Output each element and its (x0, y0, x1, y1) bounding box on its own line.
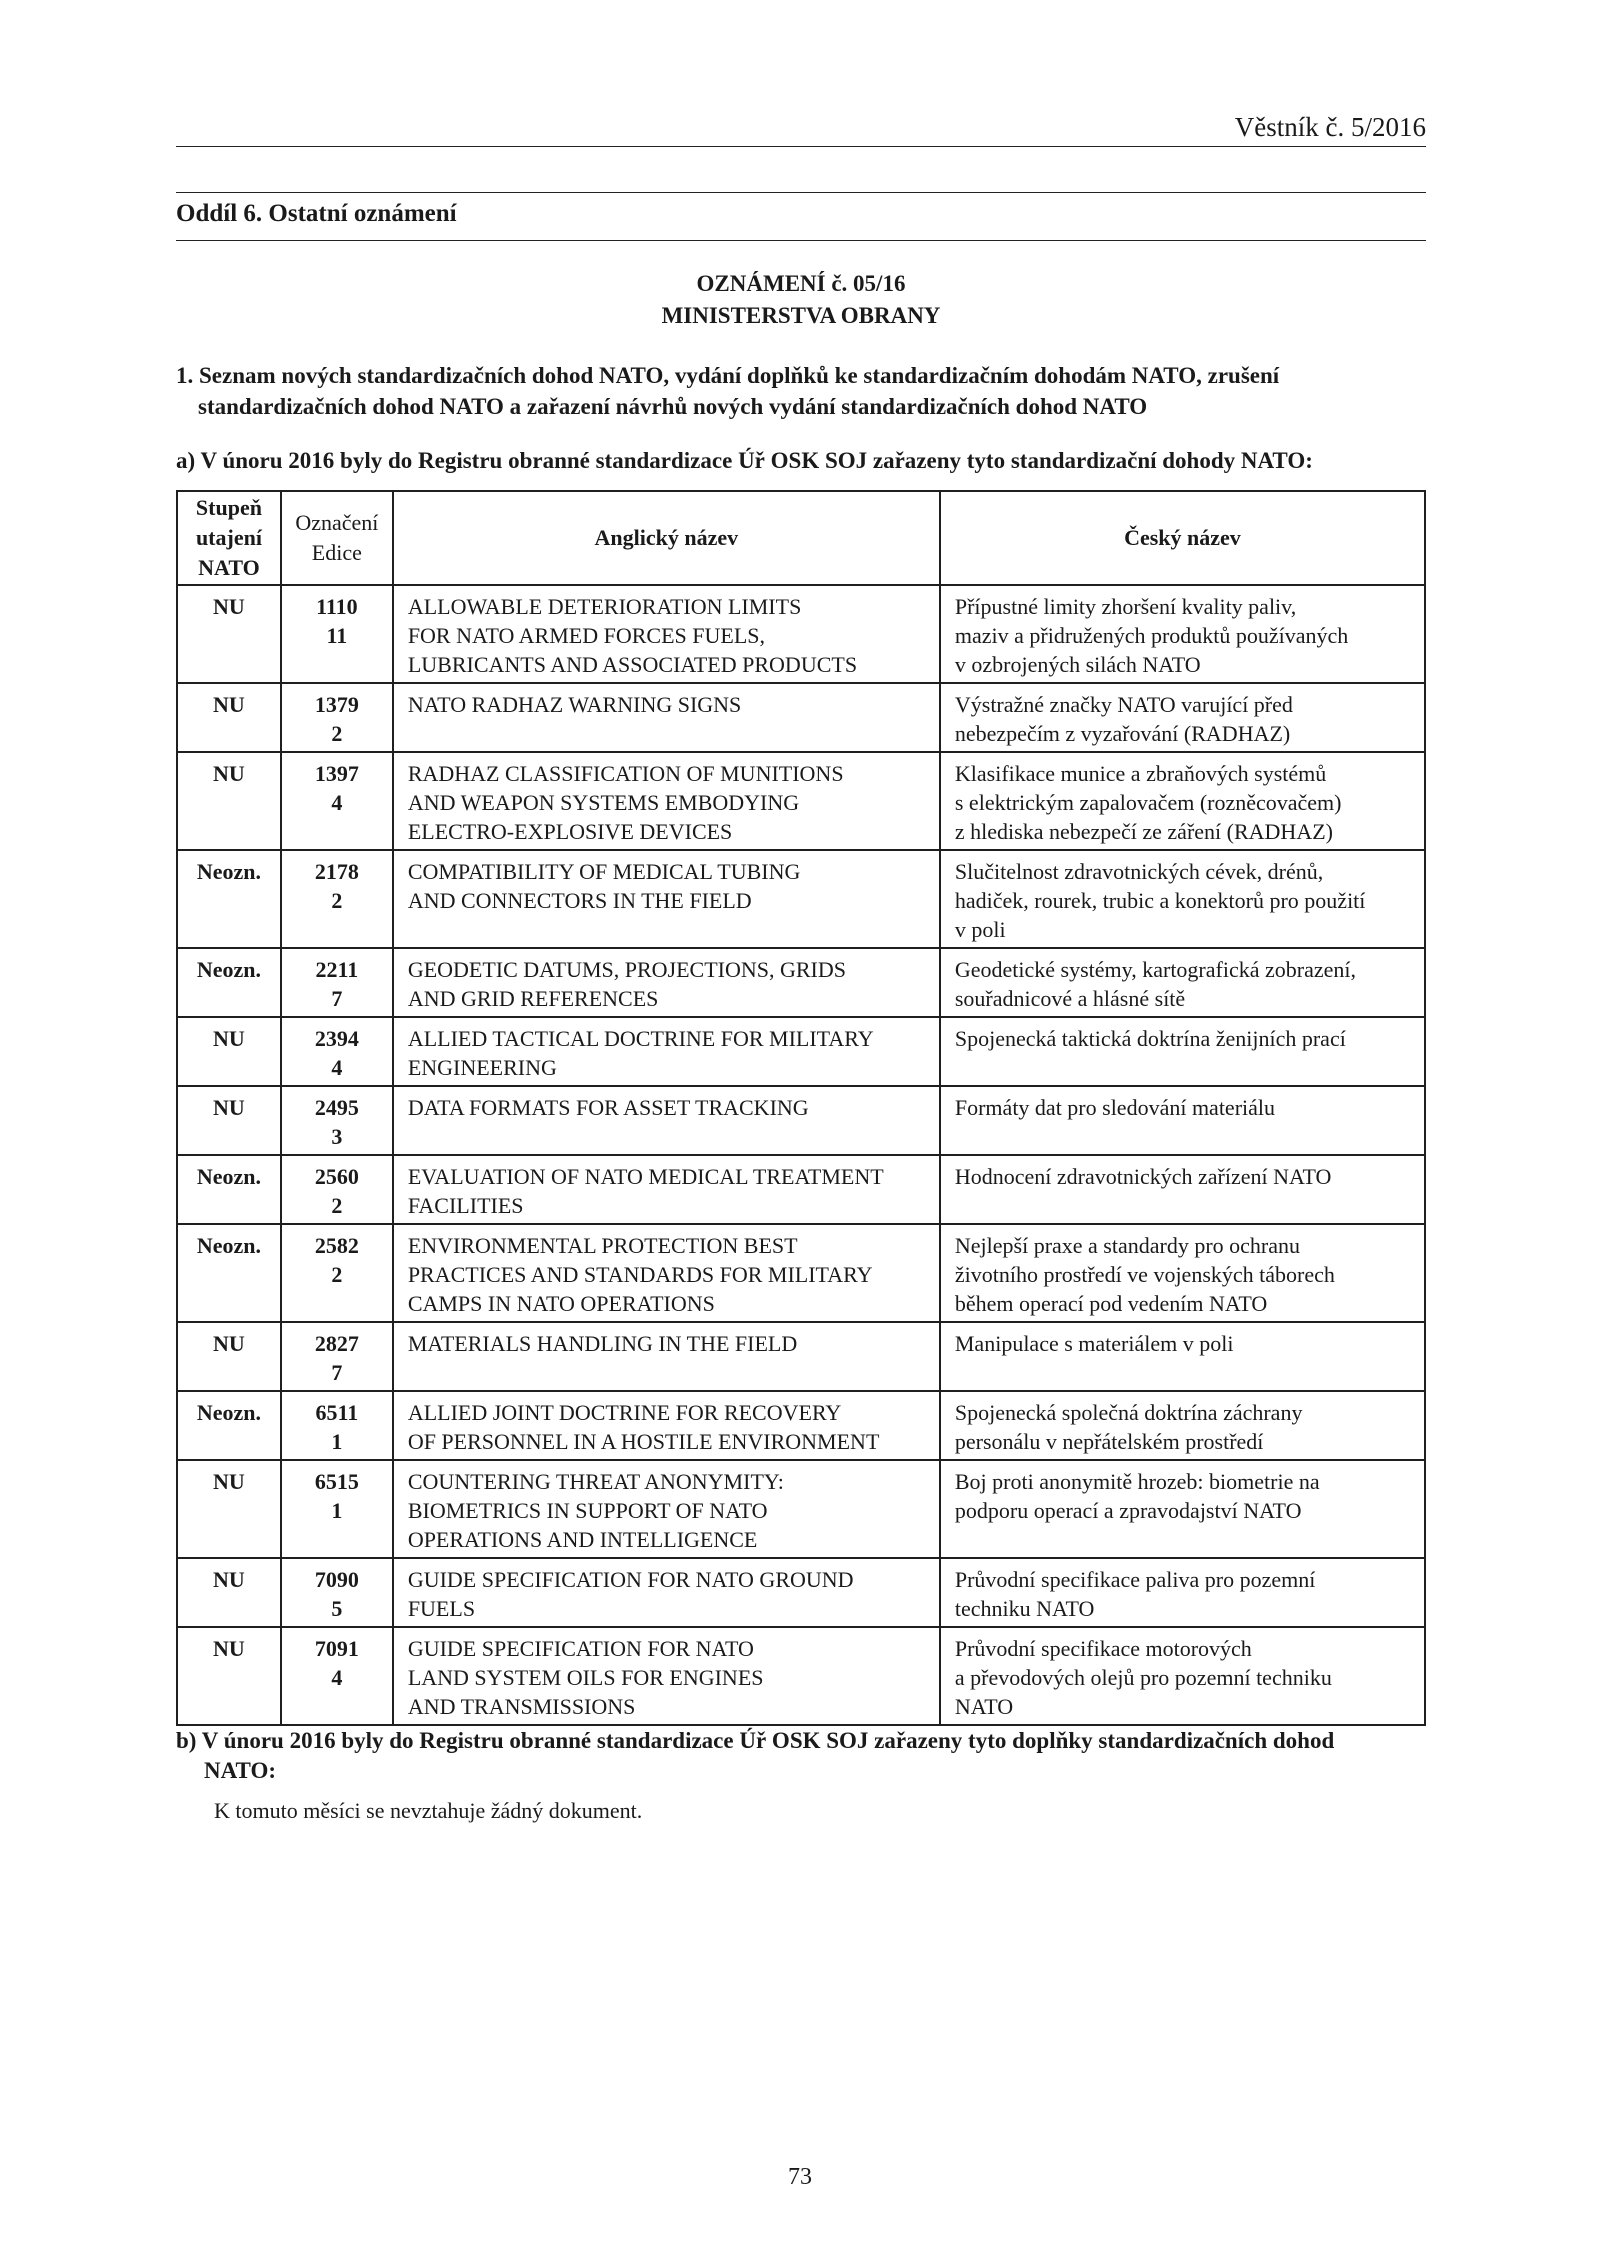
czech-name-line: Výstražné značky NATO varující před (954, 692, 1293, 717)
item-a-heading: a) V únoru 2016 byly do Registru obranné standardizace Úř OSK SOJ zařazeny tyto standardizační dohody NATO: (176, 448, 1313, 473)
stanag-edition: 3 (331, 1124, 343, 1149)
stanag-number: 1397 (314, 761, 359, 786)
english-name-cell (393, 683, 940, 752)
czech-name-line: souřadnicové a hlásné sítě (954, 986, 1186, 1011)
english-name-line: COUNTERING THREAT ANONYMITY: (407, 1469, 784, 1494)
czech-name-line: Průvodní specifikace paliva pro pozemní (954, 1567, 1316, 1592)
english-name-line: GUIDE SPECIFICATION FOR NATO (407, 1636, 754, 1661)
classification-cell (177, 948, 281, 1017)
stanag-edition: 11 (326, 623, 348, 648)
czech-name-line: NATO (954, 1694, 1014, 1719)
header-code: Označení Edice (281, 491, 393, 585)
czech-name-line: Spojenecká taktická doktrína ženijních prací (954, 1026, 1346, 1051)
stanag-number: 2178 (314, 859, 359, 884)
english-name-line: ENGINEERING (407, 1055, 557, 1080)
classification-cell (177, 1017, 281, 1086)
english-name-line: BIOMETRICS IN SUPPORT OF NATO (407, 1498, 768, 1523)
announcement-line-2: MINISTERSTVA OBRANY (661, 303, 941, 328)
classification-cell (177, 850, 281, 948)
stanag-code-cell (281, 1322, 393, 1391)
classification-text: NU (213, 761, 245, 786)
stanag-number: 2394 (314, 1026, 359, 1051)
english-name-line: GEODETIC DATUMS, PROJECTIONS, GRIDS (407, 957, 847, 982)
english-name-line: FOR NATO ARMED FORCES FUELS, (407, 623, 765, 648)
classification-text: Neozn. (196, 1233, 262, 1258)
english-name-line: CAMPS IN NATO OPERATIONS (407, 1291, 715, 1316)
classification-text: NU (213, 1469, 245, 1494)
stanag-code-cell (281, 1224, 393, 1322)
stanag-number: 6515 (314, 1469, 359, 1494)
czech-name-cell (940, 1460, 1425, 1558)
czech-name-line: Formáty dat pro sledování materiálu (954, 1095, 1276, 1120)
czech-name-line: personálu v nepřátelském prostředí (954, 1429, 1264, 1454)
czech-name-line: Geodetické systémy, kartografická zobrazení, (954, 957, 1356, 982)
classification-text: NU (213, 1636, 245, 1661)
czech-name-line: nebezpečím z vyzařování (RADHAZ) (954, 721, 1291, 746)
table-row (177, 1391, 1425, 1460)
header-grade: Stupeň utajení NATO (177, 491, 281, 585)
czech-name-cell (940, 1627, 1425, 1725)
table-row (177, 1224, 1425, 1322)
english-name-cell (393, 1460, 940, 1558)
item-b-line-1: b) V únoru 2016 byly do Registru obranné standardizace Úř OSK SOJ zařazeny tyto doplňky standardizačních dohod (176, 1728, 1335, 1753)
stanag-number: 1379 (314, 692, 359, 717)
item-b-heading (176, 1726, 1426, 1786)
stanag-edition: 1 (331, 1429, 343, 1454)
stanag-code-cell (281, 752, 393, 850)
classification-cell (177, 1558, 281, 1627)
classification-cell (177, 585, 281, 683)
stanag-edition: 1 (331, 1498, 343, 1523)
item-b-note: K tomuto měsíci se nevztahuje žádný dokument. (214, 1798, 643, 1823)
english-name-line: EVALUATION OF NATO MEDICAL TREATMENT (407, 1164, 884, 1189)
czech-name-line: během operací pod vedením NATO (954, 1291, 1268, 1316)
czech-name-line: životního prostředí ve vojenských táborech (954, 1262, 1335, 1287)
classification-cell (177, 1391, 281, 1460)
english-name-cell (393, 850, 940, 948)
czech-name-line: a převodových olejů pro pozemní techniku (954, 1665, 1332, 1690)
english-name-line: RADHAZ CLASSIFICATION OF MUNITIONS (407, 761, 844, 786)
classification-text: Neozn. (196, 859, 262, 884)
stanag-number: 2211 (315, 957, 359, 982)
stanag-number: 1110 (316, 594, 358, 619)
classification-cell (177, 752, 281, 850)
classification-text: Neozn. (196, 957, 262, 982)
english-name-cell (393, 585, 940, 683)
czech-name-cell (940, 1391, 1425, 1460)
stanag-code-cell (281, 683, 393, 752)
english-name-cell (393, 1086, 940, 1155)
classification-text: NU (213, 1567, 245, 1592)
english-name-line: FACILITIES (407, 1193, 524, 1218)
czech-name-line: hadiček, rourek, trubic a konektorů pro použití (954, 888, 1366, 913)
czech-name-line: Slučitelnost zdravotnických cévek, drénů, (954, 859, 1324, 884)
czech-name-line: Spojenecká společná doktrína záchrany (954, 1400, 1303, 1425)
table-row (177, 683, 1425, 752)
item-1-line-2: standardizačních dohod NATO a zařazení návrhů nových vydání standardizačních dohod NATO (198, 394, 1148, 419)
table-row (177, 948, 1425, 1017)
czech-name-cell (940, 1558, 1425, 1627)
czech-name-cell (940, 585, 1425, 683)
english-name-line: COMPATIBILITY OF MEDICAL TUBING (407, 859, 801, 884)
czech-name-cell (940, 683, 1425, 752)
item-1-heading (176, 360, 1426, 422)
czech-name-cell (940, 752, 1425, 850)
header-czech-name: Český název (940, 491, 1425, 585)
stanag-edition: 2 (331, 888, 343, 913)
czech-name-line: v poli (954, 917, 1006, 942)
english-name-line: AND WEAPON SYSTEMS EMBODYING (407, 790, 800, 815)
czech-name-cell (940, 948, 1425, 1017)
item-1-line-1: 1. Seznam nových standardizačních dohod NATO, vydání doplňků ke standardizačním dohodám NATO, zrušení (176, 363, 1280, 388)
english-name-cell (393, 1627, 940, 1725)
english-name-cell (393, 1155, 940, 1224)
english-name-line: DATA FORMATS FOR ASSET TRACKING (407, 1095, 809, 1120)
stanag-code-cell (281, 850, 393, 948)
english-name-line: FUELS (407, 1596, 476, 1621)
czech-name-cell (940, 1017, 1425, 1086)
english-name-line: ALLOWABLE DETERIORATION LIMITS (407, 594, 802, 619)
classification-cell (177, 1086, 281, 1155)
czech-name-line: Klasifikace munice a zbraňových systémů (954, 761, 1327, 786)
stanag-code-cell (281, 1017, 393, 1086)
stanag-number: 2560 (314, 1164, 359, 1189)
czech-name-line: techniku NATO (954, 1596, 1095, 1621)
english-name-line: OPERATIONS AND INTELLIGENCE (407, 1527, 758, 1552)
bulletin-header: Věstník č. 5/2016 (1234, 112, 1426, 142)
classification-text: NU (213, 692, 245, 717)
announcement-line-1: OZNÁMENÍ č. 05/16 (696, 271, 906, 296)
classification-cell (177, 1322, 281, 1391)
stanag-edition: 2 (331, 1262, 343, 1287)
page-number: 73 (788, 2164, 812, 2190)
czech-name-cell (940, 1155, 1425, 1224)
stanag-code-cell (281, 948, 393, 1017)
section-title: Oddíl 6. Ostatní oznámení (176, 200, 457, 227)
czech-name-line: Přípustné limity zhoršení kvality paliv, (954, 594, 1297, 619)
classification-text: Neozn. (196, 1400, 262, 1425)
table-row (177, 1627, 1425, 1725)
stanag-number: 6511 (315, 1400, 359, 1425)
stanag-table (176, 490, 1426, 1726)
header-english-name: Anglický název (393, 491, 940, 585)
table-row (177, 1086, 1425, 1155)
announcement-title (176, 268, 1426, 332)
english-name-line: OF PERSONNEL IN A HOSTILE ENVIRONMENT (407, 1429, 880, 1454)
english-name-line: PRACTICES AND STANDARDS FOR MILITARY (407, 1262, 873, 1287)
czech-name-line: s elektrickým zapalovačem (rozněcovačem) (954, 790, 1342, 815)
classification-cell (177, 1460, 281, 1558)
classification-cell (177, 1155, 281, 1224)
classification-text: NU (213, 1331, 245, 1356)
section-rule-top (176, 192, 1426, 193)
english-name-line: ALLIED TACTICAL DOCTRINE FOR MILITARY (407, 1026, 874, 1051)
english-name-cell (393, 948, 940, 1017)
classification-text: NU (213, 1026, 245, 1051)
table-row (177, 752, 1425, 850)
stanag-edition: 4 (331, 1055, 343, 1080)
czech-name-line: Boj proti anonymitě hrozeb: biometrie na (954, 1469, 1320, 1494)
english-name-line: MATERIALS HANDLING IN THE FIELD (407, 1331, 798, 1356)
stanag-code-cell (281, 1155, 393, 1224)
english-name-line: AND GRID REFERENCES (407, 986, 659, 1011)
table-row (177, 1322, 1425, 1391)
stanag-edition: 5 (331, 1596, 343, 1621)
english-name-line: AND CONNECTORS IN THE FIELD (407, 888, 752, 913)
stanag-number: 2495 (314, 1095, 359, 1120)
table-header-row (177, 491, 1425, 585)
czech-name-line: Nejlepší praxe a standardy pro ochranu (954, 1233, 1301, 1258)
table-row (177, 850, 1425, 948)
classification-cell (177, 1627, 281, 1725)
czech-name-cell (940, 1224, 1425, 1322)
item-b-line-2: NATO: (204, 1758, 276, 1783)
english-name-line: GUIDE SPECIFICATION FOR NATO GROUND (407, 1567, 854, 1592)
czech-name-cell (940, 1086, 1425, 1155)
classification-text: NU (213, 1095, 245, 1120)
section-rule-bottom (176, 240, 1426, 241)
english-name-line: NATO RADHAZ WARNING SIGNS (407, 692, 742, 717)
czech-name-line: Manipulace s materiálem v poli (954, 1331, 1234, 1356)
stanag-edition: 7 (331, 986, 343, 1011)
header-rule (176, 146, 1426, 147)
stanag-edition: 2 (331, 1193, 343, 1218)
stanag-code-cell (281, 585, 393, 683)
stanag-number: 2582 (314, 1233, 359, 1258)
classification-cell (177, 1224, 281, 1322)
czech-name-line: v ozbrojených silách NATO (954, 652, 1201, 677)
english-name-line: LUBRICANTS AND ASSOCIATED PRODUCTS (407, 652, 858, 677)
stanag-code-cell (281, 1627, 393, 1725)
stanag-edition: 7 (331, 1360, 343, 1385)
czech-name-cell (940, 850, 1425, 948)
classification-text: Neozn. (196, 1164, 262, 1189)
stanag-number: 2827 (314, 1331, 359, 1356)
classification-text: NU (213, 594, 245, 619)
table-row (177, 1155, 1425, 1224)
table-row (177, 585, 1425, 683)
czech-name-line: Průvodní specifikace motorových (954, 1636, 1252, 1661)
english-name-cell (393, 1322, 940, 1391)
english-name-cell (393, 1017, 940, 1086)
stanag-edition: 2 (331, 721, 343, 746)
table-row (177, 1017, 1425, 1086)
stanag-number: 7090 (314, 1567, 359, 1592)
english-name-cell (393, 1391, 940, 1460)
stanag-code-cell (281, 1086, 393, 1155)
classification-cell (177, 683, 281, 752)
table-row (177, 1460, 1425, 1558)
stanag-edition: 4 (331, 1665, 343, 1690)
stanag-edition: 4 (331, 790, 343, 815)
english-name-line: ELECTRO-EXPLOSIVE DEVICES (407, 819, 733, 844)
english-name-cell (393, 1224, 940, 1322)
english-name-line: LAND SYSTEM OILS FOR ENGINES (407, 1665, 764, 1690)
stanag-code-cell (281, 1391, 393, 1460)
table-row (177, 1558, 1425, 1627)
czech-name-line: z hlediska nebezpečí ze záření (RADHAZ) (954, 819, 1333, 844)
stanag-code-cell (281, 1460, 393, 1558)
english-name-line: ALLIED JOINT DOCTRINE FOR RECOVERY (407, 1400, 842, 1425)
czech-name-line: Hodnocení zdravotnických zařízení NATO (954, 1164, 1332, 1189)
stanag-code-cell (281, 1558, 393, 1627)
english-name-line: AND TRANSMISSIONS (407, 1694, 636, 1719)
czech-name-cell (940, 1322, 1425, 1391)
english-name-line: ENVIRONMENTAL PROTECTION BEST (407, 1233, 798, 1258)
english-name-cell (393, 1558, 940, 1627)
czech-name-line: maziv a přidružených produktů používaných (954, 623, 1349, 648)
czech-name-line: podporu operací a zpravodajství NATO (954, 1498, 1302, 1523)
english-name-cell (393, 752, 940, 850)
stanag-number: 7091 (314, 1636, 359, 1661)
table-body (177, 585, 1425, 1725)
